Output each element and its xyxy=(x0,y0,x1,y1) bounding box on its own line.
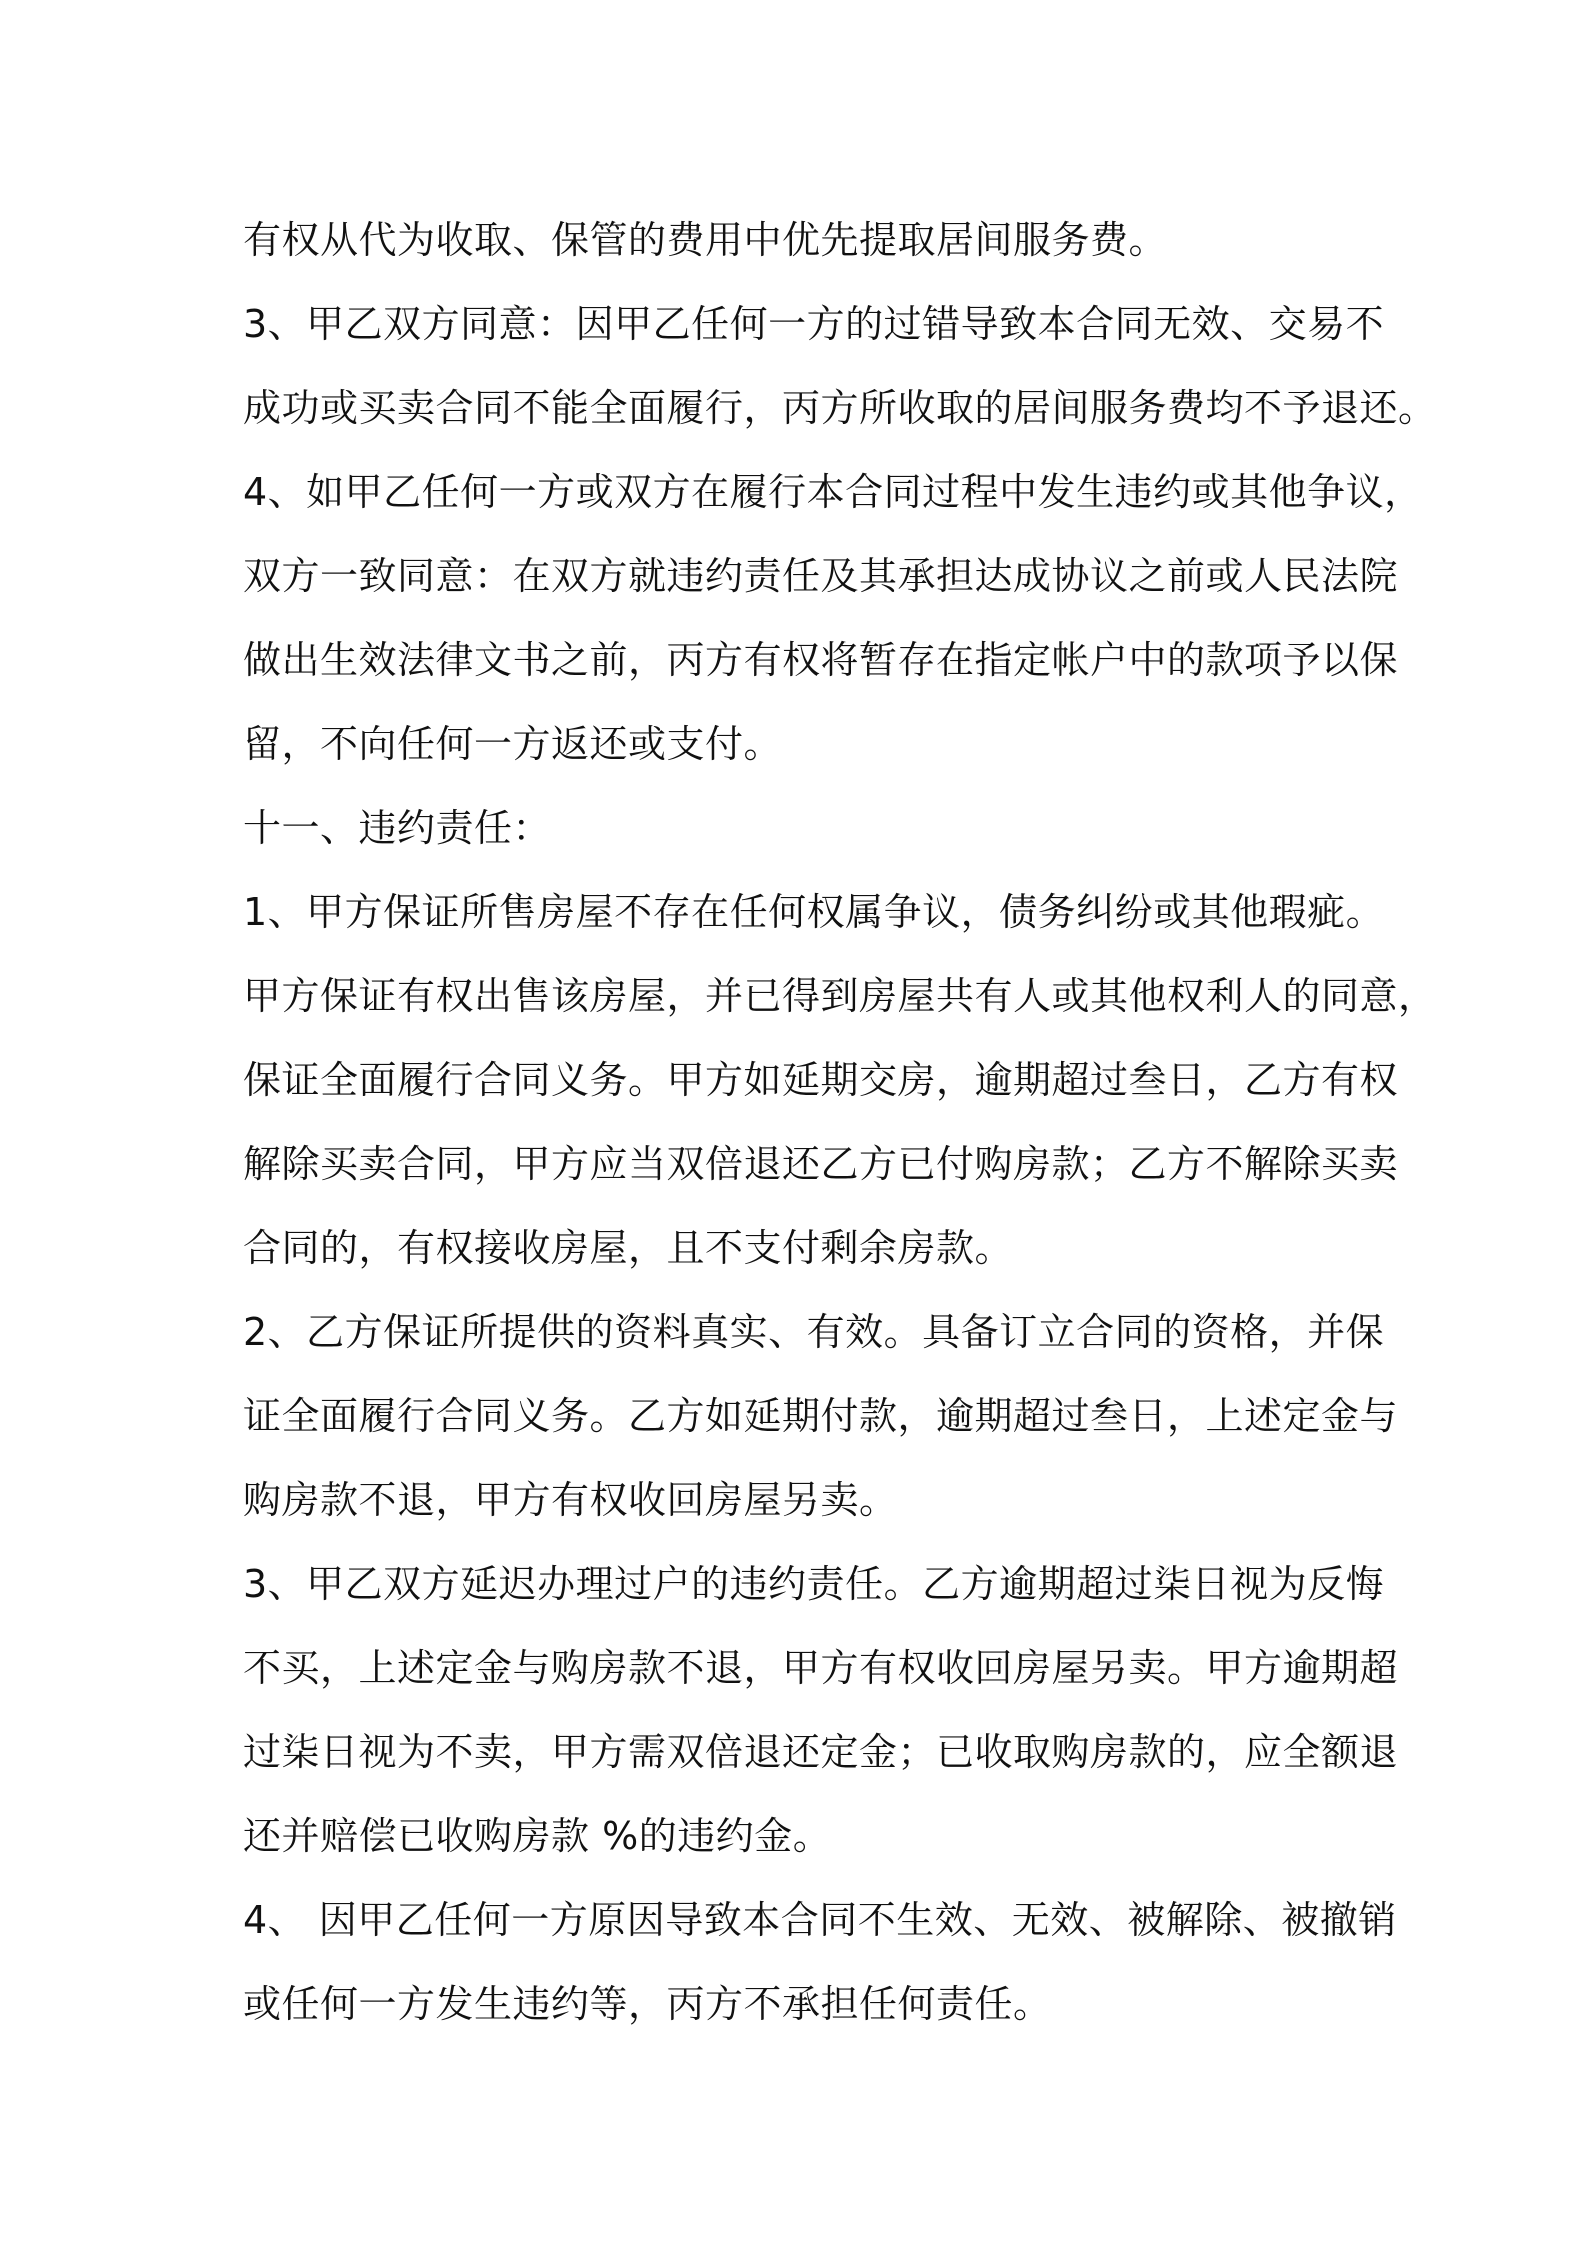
text-line: 4、如甲乙任何一方或双方在履行本合同过程中发生违约或其他争议， xyxy=(243,470,1423,514)
document-body xyxy=(243,198,1437,2046)
text-line: 1、甲方保证所售房屋不存在任何权属争议，债务纠纷或其他瑕疵。 xyxy=(243,890,1385,934)
text-line: 3、甲乙双方延迟办理过户的违约责任。乙方逾期超过柒日视为反悔 xyxy=(243,1562,1385,1606)
text-line: 留，不向任何一方返还或支付。 xyxy=(243,722,783,766)
text-line: 合同的，有权接收房屋，且不支付剩余房款。 xyxy=(243,1226,1014,1270)
text-line: 2、乙方保证所提供的资料真实、有效。具备订立合同的资格，并保 xyxy=(243,1310,1385,1354)
text-line: 成功或买卖合同不能全面履行，丙方所收取的居间服务费均不予退还。 xyxy=(243,386,1437,430)
text-line: 3、甲乙双方同意：因甲乙任何一方的过错导致本合同无效、交易不 xyxy=(243,302,1385,346)
text-line: 证全面履行合同义务。乙方如延期付款，逾期超过叁日，上述定金与 xyxy=(243,1394,1399,1438)
text-line: 过柒日视为不卖，甲方需双倍退还定金；已收取购房款的，应全额退 xyxy=(243,1730,1399,1774)
text-line: 解除买卖合同，甲方应当双倍退还乙方已付购房款；乙方不解除买卖 xyxy=(243,1142,1399,1186)
section-heading: 十一、违约责任： xyxy=(243,806,552,850)
text-line: 有权从代为收取、保管的费用中优先提取居间服务费。 xyxy=(243,218,1168,262)
text-line: 还并赔偿已收购房款 %的违约金。 xyxy=(243,1814,832,1858)
text-line: 购房款不退，甲方有权收回房屋另卖。 xyxy=(243,1478,898,1522)
text-line: 甲方保证有权出售该房屋，并已得到房屋共有人或其他权利人的同意， xyxy=(243,974,1437,1018)
text-line: 4、 因甲乙任何一方原因导致本合同不生效、无效、被解除、被撤销 xyxy=(243,1898,1397,1942)
text-line: 双方一致同意：在双方就违约责任及其承担达成协议之前或人民法院 xyxy=(243,554,1399,598)
text-line: 做出生效法律文书之前，丙方有权将暂存在指定帐户中的款项予以保 xyxy=(243,638,1399,682)
text-line: 保证全面履行合同义务。甲方如延期交房，逾期超过叁日，乙方有权 xyxy=(243,1058,1399,1102)
text-line: 不买，上述定金与购房款不退，甲方有权收回房屋另卖。甲方逾期超 xyxy=(243,1646,1399,1690)
text-line: 或任何一方发生违约等，丙方不承担任何责任。 xyxy=(243,1982,1052,2026)
